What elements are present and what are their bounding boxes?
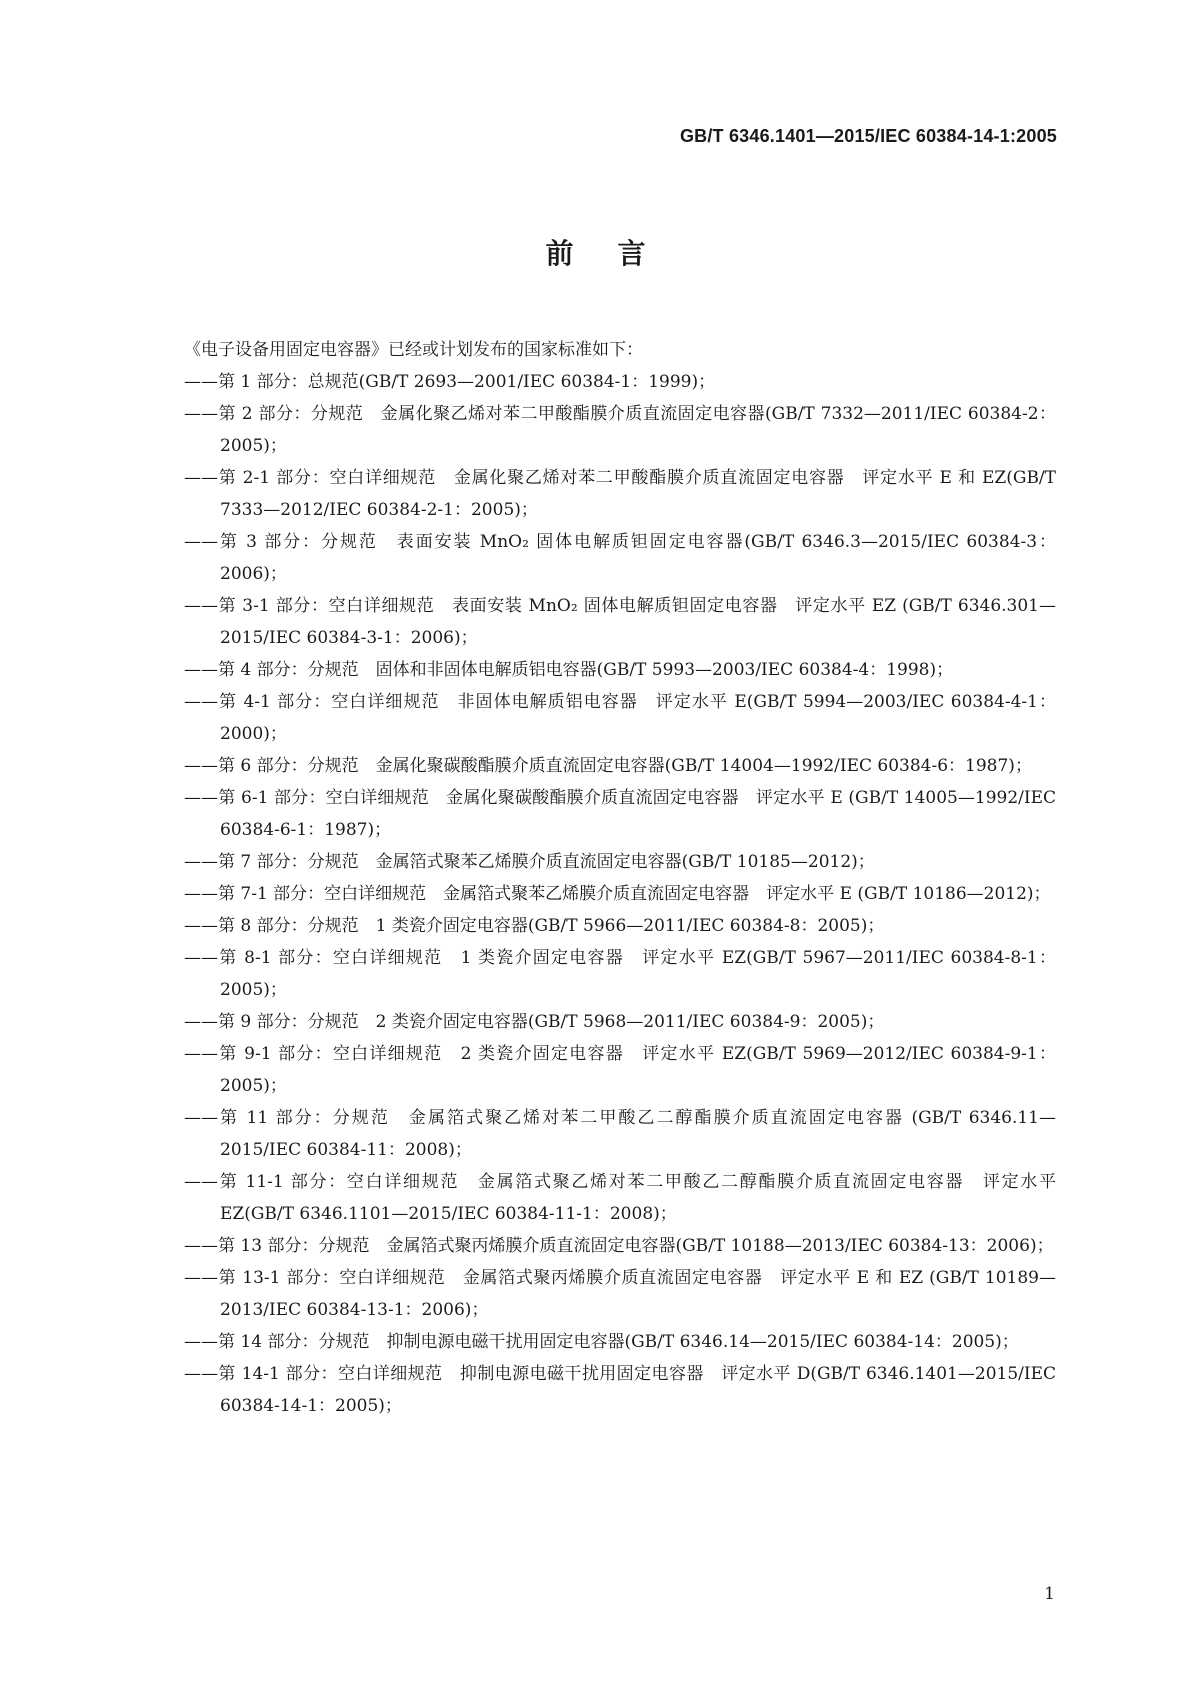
list-item: ——第 8-1 部分：空白详细规范 1 类瓷介固定电容器 评定水平 EZ(GB/T 5967—2011/IEC 60384-8-1：2005)； <box>184 948 1056 1000</box>
list-item: ——第 1 部分：总规范(GB/T 2693—2001/IEC 60384-1：1999)； <box>184 372 716 392</box>
list-item: ——第 11 部分：分规范 金属箔式聚乙烯对苯二甲酸乙二醇酯膜介质直流固定电容器 (GB/T 6346.11—2015/IEC 60384-11：2008)； <box>184 1108 1056 1160</box>
foreword-body <box>184 334 1056 1422</box>
list-item: ——第 9 部分：分规范 2 类瓷介固定电容器(GB/T 5968—2011/IEC 60384-9：2005)； <box>184 1012 885 1032</box>
standard-number-header: GB/T 6346.1401—2015/IEC 60384-14-1:2005 <box>679 126 1057 146</box>
list-item: ——第 3-1 部分：空白详细规范 表面安装 MnO₂ 固体电解质钽固定电容器 评定水平 EZ (GB/T 6346.301—2015/IEC 60384-3-1：2006)； <box>184 596 1056 648</box>
list-item: ——第 7 部分：分规范 金属箔式聚苯乙烯膜介质直流固定电容器(GB/T 10185—2012)； <box>184 852 875 872</box>
list-item: ——第 2 部分：分规范 金属化聚乙烯对苯二甲酸酯膜介质直流固定电容器(GB/T 7332—2011/IEC 60384-2：2005)； <box>184 404 1056 456</box>
standards-list <box>184 366 1056 1422</box>
list-item: ——第 8 部分：分规范 1 类瓷介固定电容器(GB/T 5966—2011/IEC 60384-8：2005)； <box>184 916 885 936</box>
list-item: ——第 6 部分：分规范 金属化聚碳酸酯膜介质直流固定电容器(GB/T 14004—1992/IEC 60384-6：1987)； <box>184 756 1032 776</box>
page-title: 前言 <box>545 237 690 270</box>
list-item: ——第 6-1 部分：空白详细规范 金属化聚碳酸酯膜介质直流固定电容器 评定水平 E (GB/T 14005—1992/IEC 60384-6-1：1987)； <box>184 788 1056 840</box>
list-item: ——第 14-1 部分：空白详细规范 抑制电源电磁干扰用固定电容器 评定水平 D(GB/T 6346.1401—2015/IEC 60384-14-1：2005)； <box>184 1364 1056 1416</box>
intro-paragraph: 《电子设备用固定电容器》已经或计划发布的国家标准如下： <box>184 340 643 360</box>
list-item: ——第 7-1 部分：空白详细规范 金属箔式聚苯乙烯膜介质直流固定电容器 评定水平 E (GB/T 10186—2012)； <box>184 884 1051 904</box>
page-number: 1 <box>1044 1584 1055 1604</box>
list-item: ——第 13-1 部分：空白详细规范 金属箔式聚丙烯膜介质直流固定电容器 评定水平 E 和 EZ (GB/T 10189—2013/IEC 60384-13-1：2006)； <box>184 1268 1056 1320</box>
list-item: ——第 13 部分：分规范 金属箔式聚丙烯膜介质直流固定电容器(GB/T 10188—2013/IEC 60384-13：2006)； <box>184 1236 1054 1256</box>
list-item: ——第 9-1 部分：空白详细规范 2 类瓷介固定电容器 评定水平 EZ(GB/T 5969—2012/IEC 60384-9-1：2005)； <box>184 1044 1056 1096</box>
list-item: ——第 11-1 部分：空白详细规范 金属箔式聚乙烯对苯二甲酸乙二醇酯膜介质直流固定电容器 评定水平 EZ(GB/T 6346.1101—2015/IEC 60384-11-1：2008)； <box>184 1172 1056 1224</box>
list-item: ——第 2-1 部分：空白详细规范 金属化聚乙烯对苯二甲酸酯膜介质直流固定电容器 评定水平 E 和 EZ(GB/T 7333—2012/IEC 60384-2-1：2005)； <box>184 468 1056 520</box>
list-item: ——第 4 部分：分规范 固体和非固体电解质铝电容器(GB/T 5993—2003/IEC 60384-4：1998)； <box>184 660 954 680</box>
list-item: ——第 4-1 部分：空白详细规范 非固体电解质铝电容器 评定水平 E(GB/T 5994—2003/IEC 60384-4-1：2000)； <box>184 692 1056 744</box>
list-item: ——第 3 部分：分规范 表面安装 MnO₂ 固体电解质钽固定电容器(GB/T 6346.3—2015/IEC 60384-3：2006)； <box>184 532 1056 584</box>
list-item: ——第 14 部分：分规范 抑制电源电磁干扰用固定电容器(GB/T 6346.14—2015/IEC 60384-14：2005)； <box>184 1332 1019 1352</box>
